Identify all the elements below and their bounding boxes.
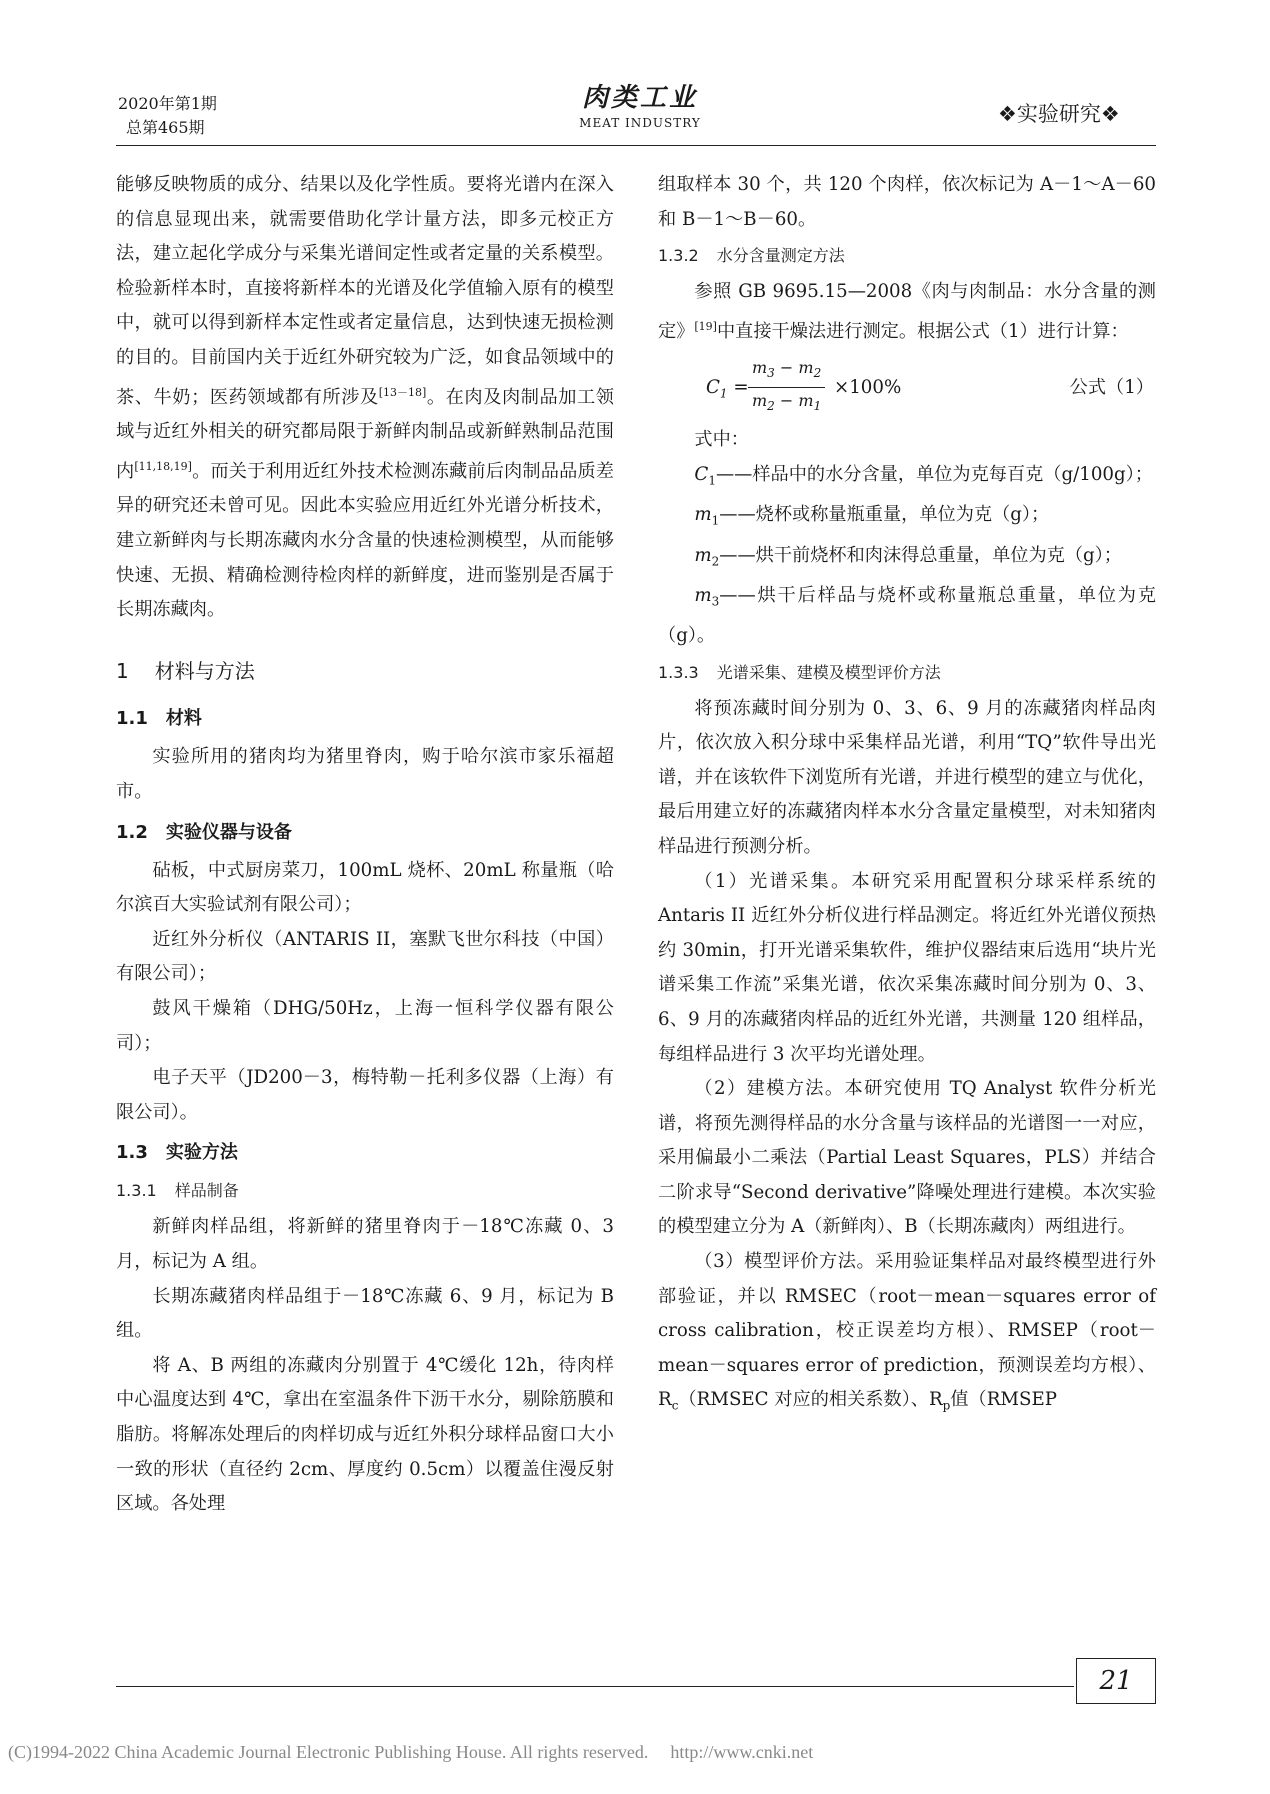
variable-definition: $C_1——$样品中的水分含量，单位为克每百克（g/100g）； (694, 464, 1153, 488)
formula-lhs: $C_1$ = (706, 377, 749, 402)
page-number: 21 (1076, 1658, 1156, 1704)
page-header (0, 0, 1270, 150)
variable-definition: $m_3——$烘干后样品与烧杯或称量瓶总重量，单位为克（g）。 (658, 584, 1156, 646)
subsection-heading: 1.3 实验方法 (116, 1142, 238, 1164)
modeling-paragraph: （2）建模方法。本研究使用 TQ Analyst 软件分析光谱，将预先测得样品的水分含量与该样品的光谱图一一对应，采用偏最小二乘法（Partial Least Squares，PLS）并结合二阶求导“Second derivative”降噪处理进行建模。本次实验的模型建立分为 A（新鲜肉）、B（长期冻藏肉）两组进行。 (658, 1078, 1156, 1238)
formula-label: 公式（1） (1069, 377, 1154, 399)
variable-definition: $m_2——$烘干前烧杯和肉沫得总重量，单位为克（g）； (694, 544, 1122, 569)
header-rule (116, 145, 1156, 146)
sample-paragraph: 长期冻藏猪肉样品组于－18℃冻藏 6、9 月，标记为 B 组。 (116, 1285, 614, 1342)
spectra-paragraph: 将预冻藏时间分别为 0、3、6、9 月的冻藏猪肉样品肉片，依次放入积分球中采集样品光谱，利用“TQ”软件导出光谱，并在该软件下浏览所有光谱，并进行模型的建立与优化，最后用建立好的冻藏猪肉样本水分含量定量模型，对未知猪肉样品进行预测分析。 (658, 697, 1156, 857)
issue-info (118, 92, 217, 140)
variable-definition: $m_1——$烧杯或称量瓶重量，单位为克（g）； (694, 504, 1050, 528)
footer-rule (116, 1686, 1074, 1687)
equipment-item: 近红外分析仪（ANTARIS II，塞默飞世尔科技（中国）有限公司）； (116, 928, 614, 985)
total-issue-label: 总第465期 (126, 118, 205, 137)
formula-1 (658, 355, 1156, 417)
where-label: 式中： (694, 429, 749, 451)
sample-paragraph: 新鲜肉样品组，将新鲜的猪里脊肉于－18℃冻藏 0、3 月，标记为 A 组。 (116, 1216, 614, 1272)
left-column (116, 168, 614, 1522)
sample-continuation: 组取样本 30 个，共 120 个肉样，依次标记为 A－1～A－60 和 B－1～B－60。 (658, 174, 1156, 230)
formula-denominator: $m_2 - m_1$ (752, 390, 822, 413)
subsection-heading: 1.2 实验仪器与设备 (116, 821, 292, 843)
journal-logo: 肉类工业 (581, 83, 698, 113)
equipment-item: 电子天平（JD200－3，梅特勒－托利多仪器（上海）有限公司）。 (116, 1067, 614, 1123)
journal-english-name: MEAT INDUSTRY (579, 116, 701, 130)
citation: [19] (694, 319, 717, 333)
sample-paragraph: 将 A、B 两组的冻藏肉分别置于 4℃缓化 12h，待肉样中心温度达到 4℃，拿出在室温条件下沥干水分，剔除筋膜和脂肪。将解冻处理后的肉样切成与近红外积分球样品窗口大小一致的形状（直径约 2cm、厚度约 0.5cm）以覆盖住漫反射区域。各处理 (116, 1354, 614, 1515)
formula-numerator: $m_3 - m_2$ (748, 355, 825, 387)
citation: [13－18] (378, 385, 427, 399)
citation: [11,18,19] (134, 459, 192, 473)
column-label: ❖实验研究❖ (998, 102, 1120, 126)
equipment-item: 砧板，中式厨房菜刀，100mL 烧杯、20mL 称量瓶（哈尔滨百大实验试剂有限公司）； (116, 859, 614, 916)
journal-masthead (560, 82, 720, 130)
copyright-notice: (C)1994-2022 China Academic Journal Electronic Publishing House. All rights reserved. http://www.cnki.net (8, 1742, 814, 1762)
formula-fraction (748, 355, 825, 418)
evaluation-paragraph: （3）模型评价方法。采用验证集样品对最终模型进行外部验证，并以 RMSEC（root－mean－squares error of cross calibration，校正误差均方根）、RMSEP（root－mean－squares error of prediction，预测误差均方根）、$R_c(RMSEC$ 对应的相关系数）、$R_p$值（RMSEP (658, 1251, 1156, 1414)
cnki-link[interactable]: http://www.cnki.net (670, 1742, 814, 1762)
formula-tail: ×100% (834, 377, 902, 399)
materials-paragraph: 实验所用的猪肉均为猪里脊肉，购于哈尔滨市家乐福超市。 (116, 746, 614, 803)
subsubsection-heading: 1.3.1 样品制备 (116, 1181, 239, 1201)
spectra-collection-paragraph: （1）光谱采集。本研究采用配置积分球采样系统的 Antaris II 近红外分析仪进行样品测定。将近红外光谱仪预热约 30min，打开光谱采集软件，维护仪器结束后选用“块片光谱采集工作流”采集光谱，依次采集冻藏时间分别为 0、3、6、9 月的冻藏猪肉样品的近红外光谱，共测量 120 组样品，每组样品进行 3 次平均光谱处理。 (658, 870, 1156, 1065)
subsubsection-heading: 1.3.3 光谱采集、建模及模型评价方法 (658, 662, 941, 682)
moisture-method-paragraph: 参照 GB 9695.15—2008《肉与肉制品：水分含量的测定》[19]中直接干燥法进行测定。根据公式（1）进行计算： (658, 281, 1156, 342)
equipment-item: 鼓风干燥箱（DHG/50Hz，上海一恒科学仪器有限公司）； (116, 998, 614, 1054)
intro-paragraph: 能够反映物质的成分、结果以及化学性质。要将光谱内在深入的信息显现出来，就需要借助化学计量方法，即多元校正方法，建立起化学成分与采集光谱间定性或者定量的关系模型。检验新样本时，直接将新样本的光谱及化学值输入原有的模型中，就可以得到新样本定性或者定量信息，达到快速无损检测的目的。目前国内关于近红外研究较为广泛，如食品领域中的茶、牛奶；医药领域都有所涉及[13－18]。在肉及肉制品加工领域与近红外相关的研究都局限于新鲜肉制品或新鲜熟制品范围内[11,18,19]。而关于利用近红外技术检测冻藏前后肉制品品质差异的研究还未曾可见。因此本实验应用近红外光谱分析技术，建立新鲜肉与长期冻藏肉水分含量的快速检测模型，从而能够快速、无损、精确检测待检肉样的新鲜度，进而鉴别是否属于长期冻藏肉。 (116, 174, 614, 621)
subsubsection-heading: 1.3.2 水分含量测定方法 (658, 246, 845, 266)
subsection-heading: 1.1 材料 (116, 708, 202, 730)
section-heading: 1 材料与方法 (116, 658, 255, 683)
issue-label: 2020年第1期 (118, 94, 217, 113)
right-column (658, 168, 1156, 1424)
